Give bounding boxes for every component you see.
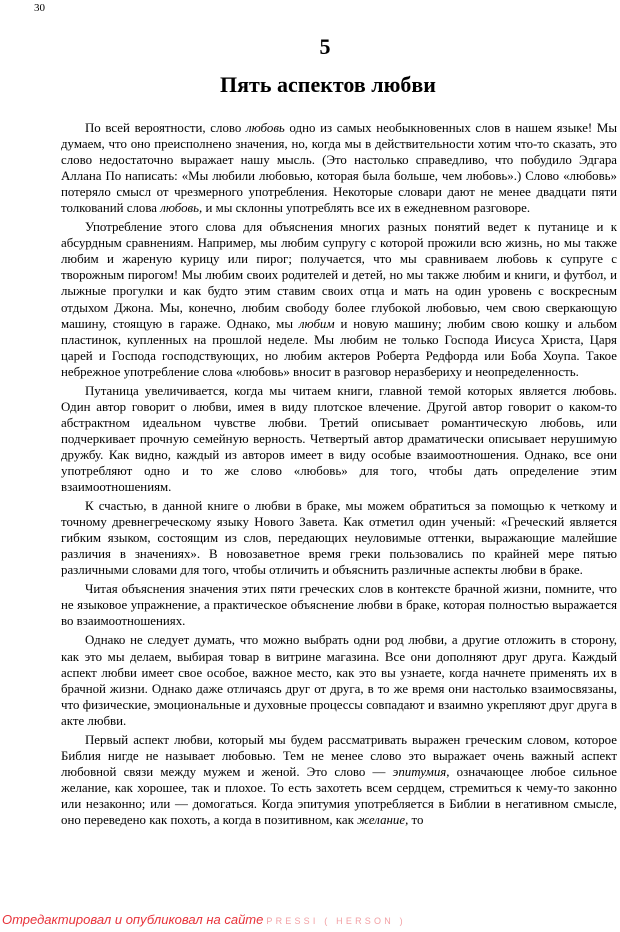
paragraph-text: Путаница увеличивается, когда мы читаем книги, главной темой которых является любовь. Один автор говорит о любви, имея в виду плотское влечение. Другой автор говорит о каком-то абстрактном идеальном чувстве любви. Третий описывает романтическую любовь, или подчеркивает прочную семейную верность. Четвертый автор драматически описывает нерушимую дружбу. Как видно, каждый из авторов имеет в виду особые взаимоотношения. Однако, все они употребляют одно и то же слово «любовь» для того, чтобы дать определение этим взаимоотношениям. [61,383,617,495]
chapter-title: Пять аспектов любви [220,72,436,97]
paragraph-text: Однако не следует думать, что можно выбрать одни род любви, а другие отложить в сторону, как это мы делаем, выбирая товар в витрине магазина. Все они дополняют друг друга. Каждый аспект любви имеет свое особое, важное место, как это вы узнаете, когда начнете применять их в брачной жизни. Однако даже отличаясь друг от друга, в то же время они настолько взаимосвязаны, что физические, эмоциональные и духовные процессы совпадают и взаимно укрепляют друг друга в акте любви. [61,633,617,728]
emphasis-text: эпитумия, [392,764,450,779]
paragraph-text: одно из самых необыкновенных слов в нашем языке! Мы думаем, что оно преисполнено значения, но, когда мы в действительности хотим что-то сказать, это слово недостаточно выражает нашу мысль. (Это настолько справедливо, что побудило Эдгара Аллана По написать: «Мы любили любовью, которая была больше, чем любовь».) Слово «любовь» потеряло смысл от чрезмерного употребления. Некоторые словари дают не менее двадцати пяти толкований слова [61,121,617,216]
paragraph [61,732,617,828]
emphasis-text: любовь, [160,201,203,216]
paragraph-text: Первый аспект любви, который мы будем рассматривать выражен греческим словом, которое Библия нигде не называет любовью. Тем не менее слово это выражает очень важный аспект любовной связи между мужем и женой. Это слово — [61,732,617,779]
emphasis-text: любим [298,316,335,331]
paragraph-text: Употребление этого слова для объяснения многих разных понятий ведет к путанице и к абсурдным сравнениям. Например, мы любим супругу с которой прожили всю жизнь, но мы также любим и жареную курицу или пирог; получается, что мы сравниваем любовь к супруге с творожным пирогом! Мы любим своих родителей и детей, но мы также любим и книги, и футбол, и лыжные прогулки и как будто этим ставим своих отца и мать на один уровень с воскресным отдыхом Джона. Мы, конечно, любим свободу более глубокой любовью, чем свою сверкающую машину, стоящую в гараже. Однако, мы [61,220,617,331]
paragraph [61,120,617,216]
footer-site-name[interactable]: PRESSI ( HERSON ) [266,916,406,926]
paragraph-text: К счастью, в данной книге о любви в браке, мы можем обратиться за помощью к четкому и точному древнегреческому языку Нового Завета. Как отметил один ученый: «Греческий является гибким языком, состоящим из слов, передающих неуловимые оттенки, выражающие малейшие различия в значениях». В новозаветное время греки пользовались по крайней мере пятью различными словами для того, чтобы отличить и объяснить различные аспекты любви в браке. [61,499,617,578]
paragraph [61,498,617,578]
paragraph [61,383,617,495]
emphasis-text: любовь [246,121,285,135]
paragraph-text: Читая объяснения значения этих пяти греческих слов в контексте брачной жизни, помните, что не языковое упражнение, а практическое объяснение любви в браке, которая полностью выражается во взаимоотношениях. [61,582,617,629]
paragraph [61,219,617,379]
paragraph-text: означающее любое сильное желание, как хорошее, так и плохое. То есть захотеть всем сердцем, стремиться к чему-то законно или незаконно; или — домогаться. Когда эпитумия употребляется в Библии в негативном смысле, оно переведено как похоть, а когда в позитивном, как [61,764,617,827]
paragraph [61,632,617,728]
page-number: 30 [34,2,45,14]
body-text [61,120,617,831]
footer-credit-text: Отредактировал и опубликовал на сайте [2,912,264,927]
footer-credit [2,912,406,929]
paragraph-text: По всей вероятности, слово [85,121,247,135]
paragraph [61,581,617,629]
paragraph-text: то [408,812,424,827]
emphasis-text: желание, [357,812,409,827]
chapter-number: 5 [319,34,331,59]
paragraph-text: и новую машину; любим свою кошку и альбом пластинок, купленных на прошлой неделе. Мы любим не только Господа Иисуса Христа, Царя царей и Господа господствующих, но любим актеров Роберта Редфорда или Боба Хоупа. Такое небрежное употребление слова «любовь» вносит в разговор неразбериху и неопределенность. [61,316,617,379]
paragraph-text: и мы склонны употреблять все их в ежедневном разговоре. [202,201,531,216]
